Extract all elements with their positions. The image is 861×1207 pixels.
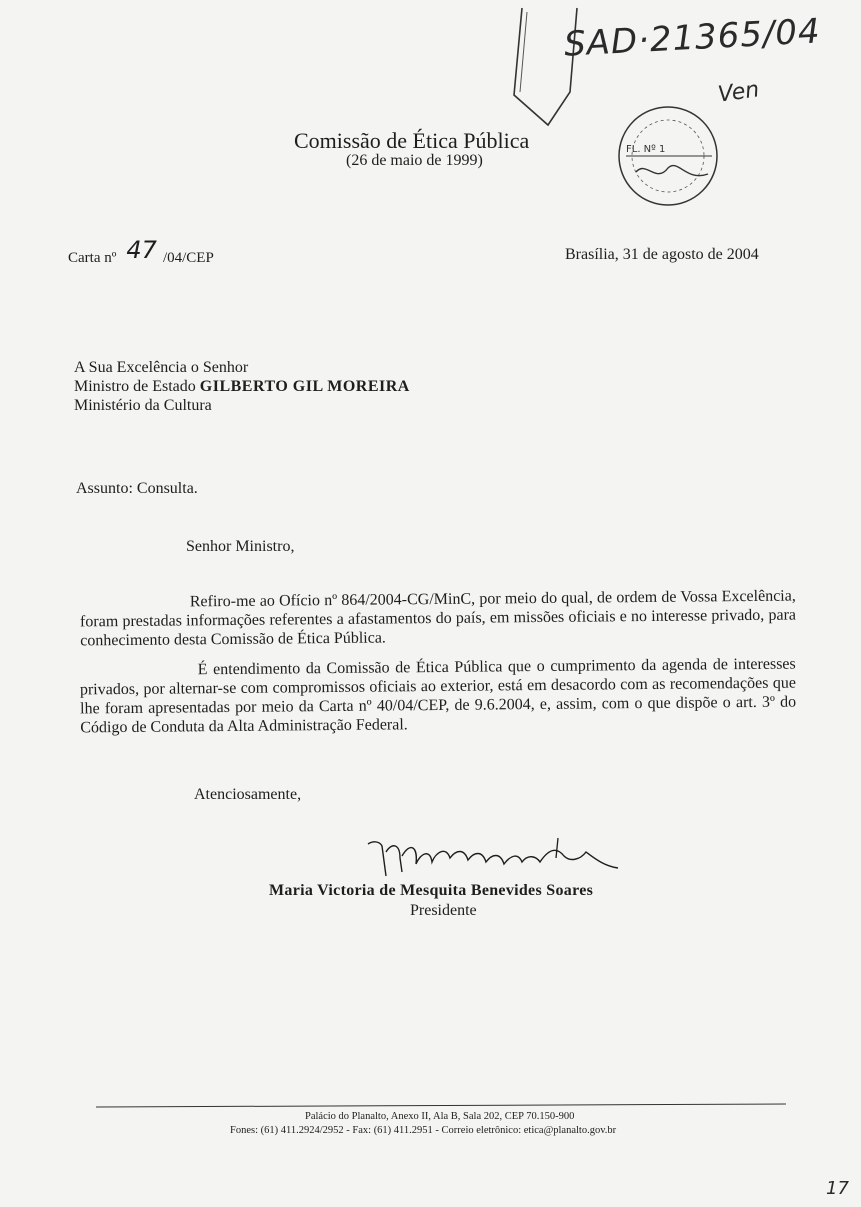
signer-name: Maria Victoria de Mesquita Benevides Soares bbox=[269, 882, 594, 899]
letter-date: Brasília, 31 de agosto de 2004 bbox=[565, 246, 759, 263]
page-subtitle: (26 de maio de 1999) bbox=[346, 152, 483, 169]
recipient-line-1: A Sua Excelência o Senhor bbox=[74, 359, 249, 376]
handwritten-note: Ven bbox=[716, 77, 761, 108]
letter-reference bbox=[68, 236, 214, 268]
letter-reference-prefix: Carta nº bbox=[68, 250, 117, 266]
letter-reference-number: 47 bbox=[126, 236, 157, 264]
letter-reference-suffix: /04/CEP bbox=[162, 250, 214, 266]
page-number-handwritten: 17 bbox=[826, 1178, 849, 1199]
recipient-line-3: Ministério da Cultura bbox=[74, 397, 212, 414]
recipient-line-2 bbox=[74, 377, 410, 396]
letter-paragraph-1: Refiro-me ao Ofício nº 864/2004-CG/MinC, por meio do qual, de ordem de Vossa Excelência, foram prestadas informações referentes a afastamentos do país, em missões oficiais e no interesse privado, para conhecimento desta Comissão de Ética Pública. bbox=[79, 587, 797, 650]
footer-address: Palácio do Planalto, Anexo II, Ala B, Sala 202, CEP 70.150-900 bbox=[305, 1111, 575, 1122]
letter-closing: Atenciosamente, bbox=[194, 786, 302, 803]
letter-paragraph-2: É entendimento da Comissão de Ética Pública que o cumprimento da agenda de interesses privados, por alternar-se com compromissos oficiais ao exterior, está em desacordo com as recomendações que lhe foram apresentadas por meio da Carta nº 40/04/CEP, de 9.6.2004, e, assim, com o que dispõe o art. 3º do Código de Conduta da Alta Administração Federal. bbox=[79, 655, 797, 737]
recipient-title: Ministro de Estado bbox=[74, 378, 200, 395]
recipient-block bbox=[74, 358, 410, 415]
protocol-number-handwritten: SAD·21365/04 bbox=[563, 11, 822, 65]
letter-salutation: Senhor Ministro, bbox=[186, 538, 295, 555]
letter-subject: Assunto: Consulta. bbox=[76, 480, 198, 497]
signer-role: Presidente bbox=[410, 902, 477, 919]
page-title: Comissão de Ética Pública bbox=[294, 128, 530, 153]
recipient-name: GILBERTO GIL MOREIRA bbox=[199, 378, 410, 395]
registry-seal bbox=[612, 104, 732, 214]
footer-contact: Fones: (61) 411.2924/2952 - Fax: (61) 411.2951 - Correio eletrônico: etica@planalto.gov.br bbox=[230, 1125, 617, 1136]
seal-text: FL. Nº 1 bbox=[626, 144, 666, 155]
